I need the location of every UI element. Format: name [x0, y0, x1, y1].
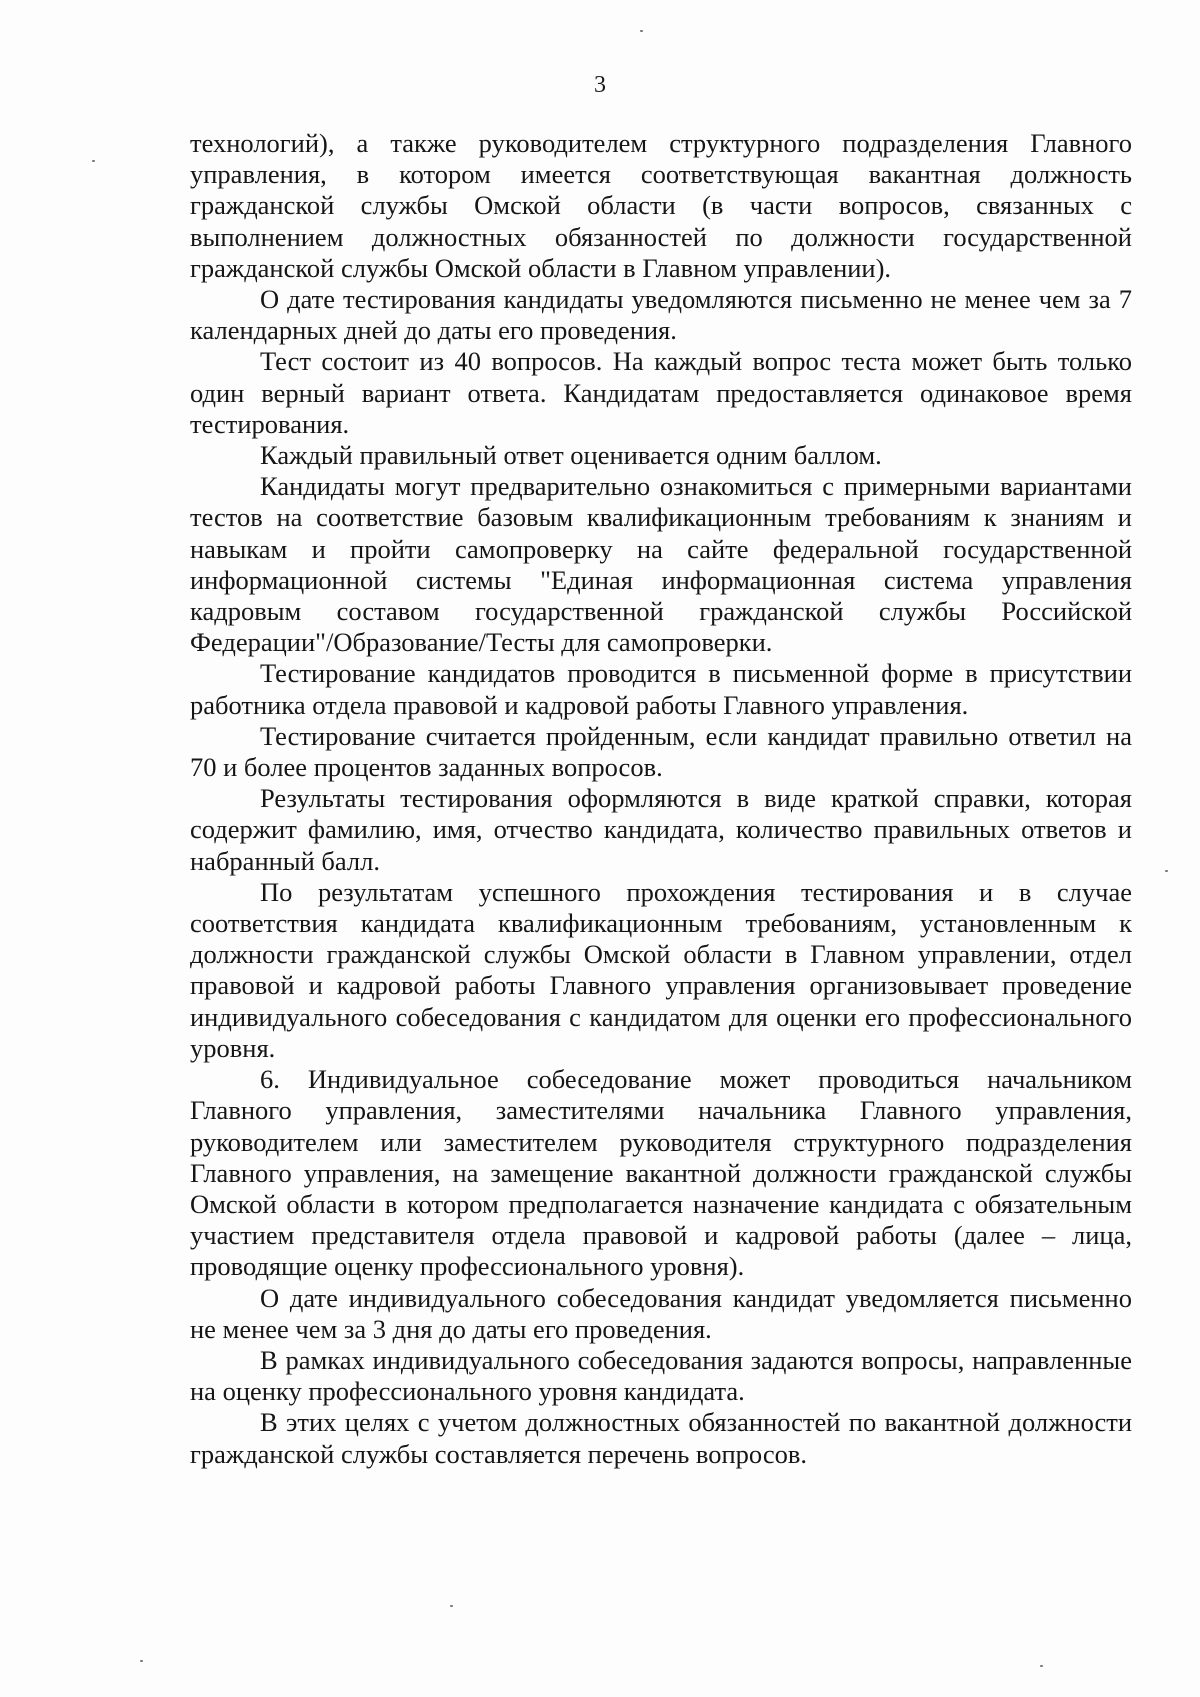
page-number: 3: [594, 72, 606, 98]
scan-speck: [1040, 1665, 1043, 1667]
paragraph-test-form: Тестирование кандидатов проводится в письменной форме в присутствии работника отдела правовой и кадровой работы Главного управления.: [190, 658, 1132, 720]
paragraph-interview-organization: По результатам успешного прохождения тестирования и в случае соответствия кандидата квалификационным требованиям, установленным к должности гражданской службы Омской области в Главном управлении, отдел правовой и кадровой работы Главного управления организовывает проведение индивидуального собеседования с кандидатом для оценки его профессионального уровня.: [190, 876, 1132, 1063]
paragraph-results: Результаты тестирования оформляются в виде краткой справки, которая содержит фамилию, имя, отчество кандидата, количество правильных ответов и набранный балл.: [190, 783, 1132, 876]
paragraph-question-list: В этих целях с учетом должностных обязанностей по вакантной должности гражданской службы составляется перечень вопросов.: [190, 1407, 1132, 1469]
paragraph-continuation: технологий), а также руководителем структурного подразделения Главного управления, в котором имеется соответствующая вакантная должность гражданской службы Омской области (в части вопросов, связанных с выполнением должностных обязанностей по должности государственной гражданской службы Омской области в Главном управлении).: [190, 128, 1132, 283]
scan-speck: [140, 1660, 143, 1662]
paragraph-test-date-notice: О дате тестирования кандидаты уведомляются письменно не менее чем за 7 календарных дней до даты его проведения.: [190, 284, 1132, 346]
paragraph-self-check: Кандидаты могут предварительно ознакомиться с примерными вариантами тестов на соответствие базовым квалификационным требованиям к знаниям и навыкам и пройти самопроверку на сайте федеральной государственной информационной системы "Единая информационная система управления кадровым составом государственной гражданской службы Российской Федерации"/Образование/Тесты для самопроверки.: [190, 471, 1132, 658]
paragraph-interview-conductors: 6. Индивидуальное собеседование может проводиться начальником Главного управления, заместителями начальника Главного управления, руководителем или заместителем руководителя структурного подразделения Главного управления, на замещение вакантной должности гражданской службы Омской области в котором предполагается назначение кандидата с обязательным участием представителя отдела правовой и кадровой работы (далее – лица, проводящие оценку профессионального уровня).: [190, 1064, 1132, 1282]
scan-speck: [1165, 870, 1168, 872]
paragraph-pass-threshold: Тестирование считается пройденным, если кандидат правильно ответил на 70 и более процентов заданных вопросов.: [190, 720, 1132, 783]
paragraph-interview-questions: В рамках индивидуального собеседования задаются вопросы, направленные на оценку профессионального уровня кандидата.: [190, 1344, 1132, 1407]
document-body: [190, 128, 1132, 1470]
paragraph-test-composition: Тест состоит из 40 вопросов. На каждый вопрос теста может быть только один верный вариант ответа. Кандидатам предоставляется одинаковое время тестирования.: [190, 346, 1132, 439]
scan-speck: [640, 30, 643, 32]
scan-speck: [92, 160, 95, 162]
scan-speck: [450, 1605, 453, 1607]
paragraph-interview-date-notice: О дате индивидуального собеседования кандидат уведомляется письменно не менее чем за 3 дня до даты его проведения.: [190, 1282, 1132, 1344]
paragraph-scoring: Каждый правильный ответ оценивается одним баллом.: [260, 440, 882, 471]
